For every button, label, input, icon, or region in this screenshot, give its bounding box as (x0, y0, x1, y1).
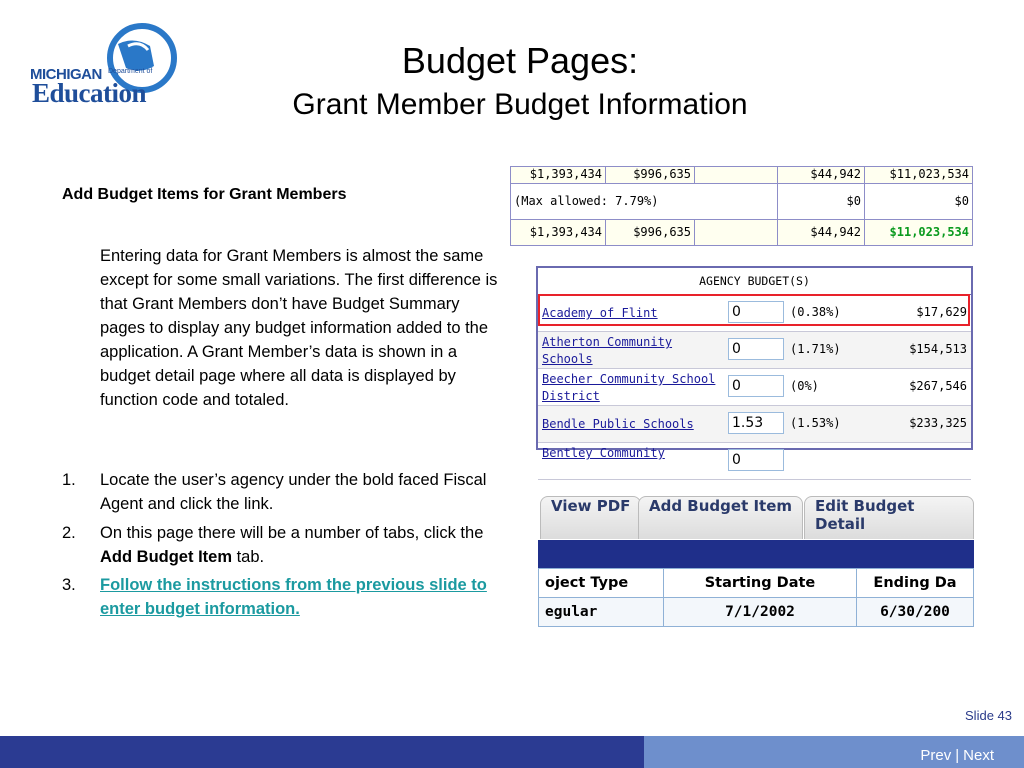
step-text: On this page there will be a number of tabs, click the Add Budget Item tab. (100, 524, 484, 566)
table-cell: $0 (865, 184, 973, 219)
agency-link[interactable]: Academy of Flint (542, 306, 658, 320)
agency-row (538, 406, 971, 443)
agency-percent: (1.71%) (790, 342, 841, 356)
page-title: Budget Pages: (401, 40, 639, 81)
page-subtitle: Grant Member Budget Information (292, 88, 748, 121)
tab-screenshot (538, 492, 974, 626)
column-header: Starting Date (664, 569, 857, 598)
agency-budget-input[interactable]: 0 (728, 449, 784, 471)
step-text: Locate the user’s agency under the bold faced Fiscal Agent and click the link. (100, 471, 487, 513)
budget-totals-table (510, 166, 973, 246)
agency-header: AGENCY BUDGET(S) (538, 268, 971, 295)
agency-link[interactable]: Beecher Community School District (542, 372, 716, 403)
grant-info-table (538, 568, 974, 627)
step-number: 3. (62, 576, 76, 594)
logo-line1: MICHIGAN (30, 66, 102, 83)
table-cell: $11,023,534 (865, 167, 973, 184)
agency-budget-input[interactable]: 1.53 (728, 412, 784, 434)
table-cell: $44,942 (778, 167, 865, 184)
agency-amount: $233,325 (909, 416, 967, 430)
table-cell: egular (539, 598, 664, 627)
agency-amount: $267,546 (909, 379, 967, 393)
table-row (511, 167, 973, 184)
table-cell: $0 (778, 184, 865, 219)
nav-separator: | (955, 747, 960, 764)
agency-budget-input[interactable]: 0 (728, 375, 784, 397)
step-link[interactable]: Follow the instructions from the previous slide to enter budget information. (100, 576, 487, 618)
table-cell: $44,942 (778, 219, 865, 245)
agency-amount: $17,629 (916, 305, 967, 319)
table-cell (695, 167, 778, 184)
table-row (539, 598, 974, 627)
tab-bar (538, 492, 974, 540)
slide-nav (920, 747, 994, 764)
step-number: 2. (62, 524, 76, 542)
tab-add-budget-item[interactable]: Add Budget Item (638, 496, 803, 539)
agency-percent: (0%) (790, 379, 819, 393)
tab-edit-budget-detail[interactable]: Edit Budget Detail (804, 496, 974, 539)
table-cell: $996,635 (606, 167, 695, 184)
agency-row (538, 443, 971, 480)
next-link[interactable]: Next (963, 747, 994, 764)
agency-budget-input[interactable]: 0 (728, 338, 784, 360)
logo-line2: Education (32, 78, 147, 108)
prev-link[interactable]: Prev (920, 747, 952, 764)
logo-dept: Department of (108, 68, 153, 75)
column-header: Ending Da (857, 569, 974, 598)
table-cell: $996,635 (606, 219, 695, 245)
slide-number: Slide 43 (965, 708, 1012, 723)
intro-paragraph: Entering data for Grant Members is almost the same except for some small variations. The first difference is that Grant Members don’t have Budget Summary pages to display any budget information added to the application. A Grant Member’s data is shown in a budget detail page where all data is displayed by function code and totaled. (100, 247, 498, 409)
agency-link[interactable]: Bentley Community (542, 446, 665, 460)
agency-link[interactable]: Atherton Community Schools (542, 335, 673, 366)
nav-bar (538, 540, 974, 568)
column-header: oject Type (539, 569, 664, 598)
highlight-box (538, 294, 970, 326)
agency-budget-input[interactable]: 0 (728, 301, 784, 323)
table-cell (695, 219, 778, 245)
table-cell: $1,393,434 (511, 167, 606, 184)
agency-amount: $154,513 (909, 342, 967, 356)
table-row (511, 219, 973, 245)
table-cell: $1,393,434 (511, 219, 606, 245)
tab-view-pdf[interactable]: View PDF (540, 496, 641, 539)
section-heading: Add Budget Items for Grant Members (62, 186, 347, 203)
table-header-row (539, 569, 974, 598)
step-number: 1. (62, 471, 76, 489)
max-allowed-label: (Max allowed: 7.79%) (511, 184, 778, 219)
grand-total: $11,023,534 (865, 219, 973, 245)
mde-logo (22, 16, 180, 108)
table-cell: 7/1/2002 (664, 598, 857, 627)
agency-link[interactable]: Bendle Public Schools (542, 417, 694, 431)
table-cell: 6/30/200 (857, 598, 974, 627)
table-row (511, 184, 973, 219)
agency-row (538, 369, 971, 406)
agency-percent: (1.53%) (790, 416, 841, 430)
agency-row (538, 332, 971, 369)
agency-percent: (0.38%) (790, 305, 841, 319)
